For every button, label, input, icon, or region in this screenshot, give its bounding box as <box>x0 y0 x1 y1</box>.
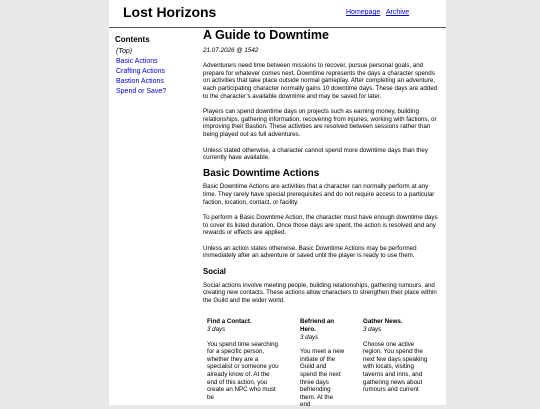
card-days: 3 days <box>207 326 226 334</box>
card-title: Gather News. <box>363 318 403 326</box>
toc-item-crafting-actions[interactable]: Crafting Actions <box>116 68 166 75</box>
paragraph: Unless an action states otherwise, Basic Downtime Actions may be performed immediately after an adventure or saved until the player is ready to use them. <box>203 244 417 260</box>
site-header <box>109 0 446 28</box>
section-heading-basic: Basic Downtime Actions <box>203 167 320 179</box>
card-befriend-hero <box>300 318 345 409</box>
page <box>109 0 446 409</box>
action-cards <box>203 318 439 409</box>
toc-item-bastion-actions[interactable]: Bastion Actions <box>116 78 164 85</box>
card-text: You meet a new initiate of the Guild and spend the next three days befriending them. At the end <box>300 348 345 409</box>
article-title: A Guide to Downtime <box>203 28 329 42</box>
card-gather-news <box>363 318 429 409</box>
article-dateline: 21.07.2026 @ 1542 <box>203 46 259 54</box>
paragraph: Players can spend downtime days on projects such as earning money, building relationships, gathering information, recovering from injuries, working with factions, or improving their Bastion. These activities are resolved between sessions rather than being played out as full adventures. <box>203 108 437 138</box>
top-nav <box>346 9 413 16</box>
paragraph: Unless stated otherwise, a character cannot spend more downtime days than they currently have available. <box>203 146 428 162</box>
table-of-contents <box>115 35 197 97</box>
card-find-contact <box>207 318 281 409</box>
toc-title: Contents <box>115 35 150 44</box>
paragraph: Basic Downtime Actions are activities that a character can normally perform at any time. They rarely have special prerequisites and do not require access to a particular faction, location, contact, or facility. <box>203 183 435 206</box>
card-title: Befriend an Hero. <box>300 318 335 334</box>
toc-item-spend-or-save[interactable]: Spend or Save? <box>116 88 167 95</box>
card-text: Choose one active region. You spend the next few days speaking with locals, visiting taverns and inns, and gathering news about rumours and current <box>363 340 428 394</box>
card-title: Find a Contact. <box>207 318 252 326</box>
nav-archive-link[interactable]: Archive <box>385 9 410 16</box>
paragraph: Social actions involve meeting people, building relationships, gathering rumours, and creating new contacts. These actions allow characters to strengthen their place within the Guild and the wider world. <box>203 281 437 304</box>
card-days: 3 days <box>300 333 319 341</box>
nav-homepage-link[interactable]: Homepage <box>346 9 381 16</box>
card-text: You spend time searching for a specific person, whether they are a specialist or someone you already know of. At the end of this action, you create an NPC who must be <box>207 340 279 401</box>
paragraph: To perform a Basic Downtime Action, the character must have enough downtime days to cover its listed duration. Once those days are spent, the action is resolved and any rewards or effects are applied. <box>203 214 438 237</box>
toc-item-basic-actions[interactable]: Basic Actions <box>116 58 158 65</box>
card-days: 3 days <box>363 326 382 334</box>
article <box>203 30 439 409</box>
toc-item-top[interactable]: (Top) <box>116 48 133 55</box>
paragraph: Adventurers need time between missions to recover, pursue personal goals, and prepare for whatever comes next. Downtime represents the days a character spends on activities that take place outside normal gameplay. After completing an adventure, each participating character normally gains 10 downtime days. These days are added to the character’s available downtime and may be saved for later. <box>203 62 438 100</box>
section-heading-social: Social <box>203 267 226 277</box>
site-title[interactable]: Lost Horizons <box>123 4 217 20</box>
